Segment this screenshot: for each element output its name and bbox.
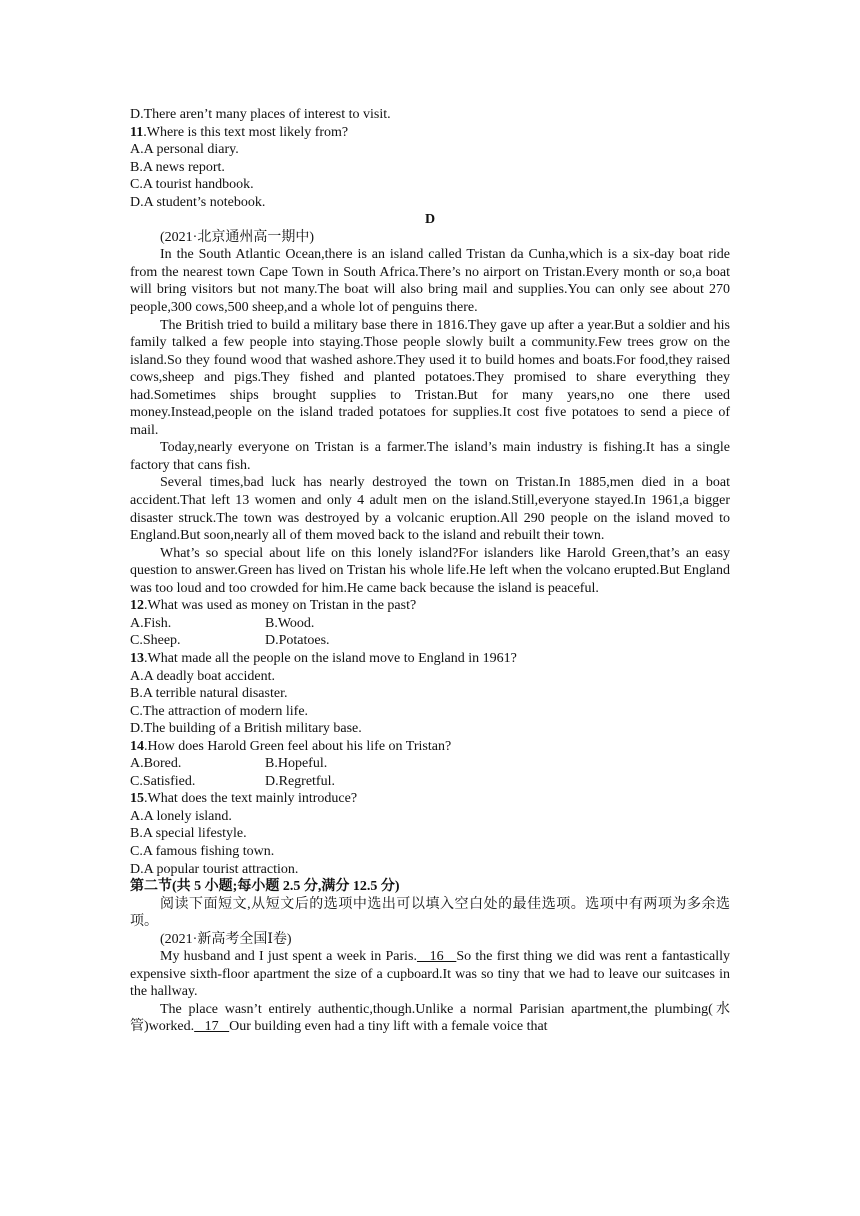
- q15-number: 15: [130, 791, 144, 807]
- q13-number: 13: [130, 650, 144, 666]
- q14-option-d: D.Regretful.: [265, 773, 335, 789]
- q11-text: .Where is this text most likely from?: [143, 124, 349, 140]
- q11-option-b: B.A news report.: [130, 159, 225, 175]
- q15-option-d: D.A popular tourist attraction.: [130, 861, 299, 877]
- q13-stem: [130, 650, 730, 668]
- q11-option-c: C.A tourist handbook.: [130, 177, 254, 193]
- q11-number: 11: [130, 124, 144, 140]
- q13-option-b: B.A terrible natural disaster.: [130, 686, 288, 702]
- q12-text: .What was used as money on Tristan in the past?: [144, 598, 417, 614]
- q13-text: .What made all the people on the island move to England in 1961?: [144, 650, 517, 666]
- passage-paragraph: Today,nearly everyone on Tristan is a farmer.The island’s main industry is fishing.It has a single factory that cans fish.: [130, 440, 730, 473]
- q14-option-c: C.Satisfied.: [130, 773, 196, 789]
- q11-option-d: D.A student’s notebook.: [130, 194, 266, 210]
- q11-option-a: A.A personal diary.: [130, 142, 239, 158]
- q12-option-a: A.Fish.: [130, 615, 172, 631]
- blank-16: 16: [416, 949, 457, 965]
- q12-options-row-2: [130, 632, 730, 650]
- q15-option-b: B.A special lifestyle.: [130, 826, 247, 842]
- q15-text: .What does the text mainly introduce?: [144, 791, 358, 807]
- section-d-source: (2021·北京通州高一期中): [160, 229, 314, 245]
- q15-option-a: A.A lonely island.: [130, 808, 232, 824]
- q13-option-a: A.A deadly boat accident.: [130, 668, 276, 684]
- q10-option-d: D.There aren’t many places of interest to visit.: [130, 107, 391, 122]
- q12-options-row-1: [130, 615, 730, 633]
- blank-17: 17: [194, 1019, 230, 1035]
- p1-text-after: So the first thing we did was rent a fantastically expensive sixth-floor apartment the size of a cupboard.It was so tiny that we had to leave our suitcases in the hallway.: [130, 949, 730, 1000]
- q15-stem: [130, 790, 730, 808]
- q14-text: .How does Harold Green feel about his life on Tristan?: [144, 738, 452, 754]
- passage-paragraph: The British tried to build a military base there in 1816.They gave up after a year.But a soldier and his family talked a few people into staying.Those people slowly built a community.Few trees grow on the island.So they found wood that washed ashore.They used it to build homes and boats.For food,they raised cows,sheep and pigs.They fished and planted potatoes.They promised to share everything they had.Sometimes ships brought supplies to Tristan.But for many years,no one there used money.Instead,people on the island traded potatoes for supplies.It cost five potatoes to send a piece of mail.: [130, 317, 730, 438]
- q12-option-b: B.Wood.: [265, 615, 315, 631]
- q12-option-c: C.Sheep.: [130, 633, 181, 649]
- q14-options-row-2: [130, 773, 730, 791]
- part2-heading: 第二节(共 5 小题;每小题 2.5 分,满分 12.5 分): [130, 879, 400, 895]
- q13-option-d: D.The building of a British military base.: [130, 721, 362, 737]
- part2-source: (2021·新高考全国Ⅰ卷): [160, 931, 292, 947]
- q14-option-a: A.Bored.: [130, 756, 182, 772]
- passage-paragraph: Several times,bad luck has nearly destroyed the town on Tristan.In 1885,men died in a boat accident.That left 13 women and only 4 adult men on the island.Still,everyone stayed.In 1961,a bigger disaster struck.The town was destroyed by a volcanic eruption.All 290 people on the island moved to England.But soon,nearly all of them moved back to the island and rebuilt their town.: [130, 475, 730, 544]
- passage-paragraph: [130, 1001, 730, 1036]
- section-d-heading: D: [424, 212, 436, 228]
- part2-instruction: 阅读下面短文,从短文后的选项中选出可以填入空白处的最佳选项。选项中有两项为多余选项。: [130, 896, 730, 930]
- p2-text-before: The place wasn’t entirely authentic,though.Unlike a normal Parisian apartment,the plumbing(水管)worked.: [130, 1001, 730, 1035]
- q12-number: 12: [130, 598, 144, 614]
- exam-content: [130, 106, 730, 1036]
- q12-stem: [130, 597, 730, 615]
- q14-number: 14: [130, 738, 144, 754]
- p1-text-before: My husband and I just spent a week in Paris.: [160, 949, 417, 965]
- q12-option-d: D.Potatoes.: [265, 633, 330, 649]
- q14-options-row-1: [130, 755, 730, 773]
- passage-paragraph: [130, 948, 730, 1001]
- passage-paragraph: What’s so special about life on this lonely island?For islanders like Harold Green,that’s an easy question to answer.Green has lived on Tristan his whole life.He left when the volcano erupted.But England was too loud and too crowded for him.He came back because the island is peaceful.: [130, 545, 730, 596]
- p2-text-after: Our building even had a tiny lift with a female voice that: [229, 1019, 548, 1035]
- q14-stem: [130, 738, 730, 756]
- q11-stem: [130, 124, 730, 142]
- q15-option-c: C.A famous fishing town.: [130, 843, 275, 859]
- passage-paragraph: In the South Atlantic Ocean,there is an island called Tristan da Cunha,which is a six-day boat ride from the nearest town Cape Town in South Africa.There’s no airport on Tristan.Every month or so,a boat will bring visitors but not many.The boat will also bring mail and supplies.You can only see about 270 people,300 cows,500 sheep,and a whole lot of penguins there.: [130, 247, 730, 316]
- q14-option-b: B.Hopeful.: [265, 756, 328, 772]
- q13-option-c: C.The attraction of modern life.: [130, 703, 309, 719]
